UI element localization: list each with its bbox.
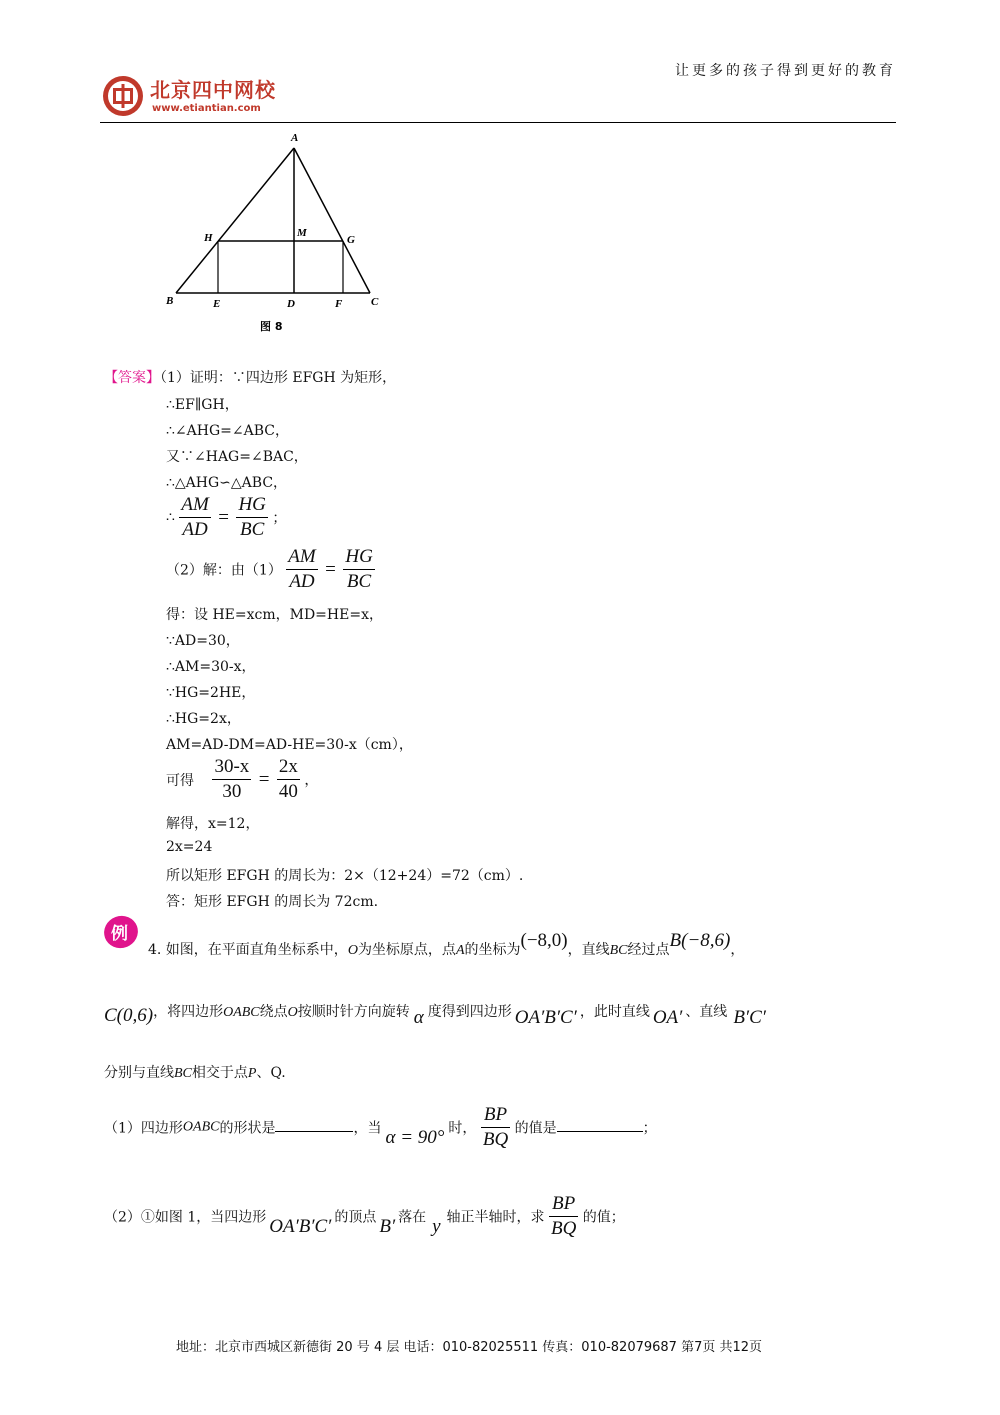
frac-den: BC <box>240 519 265 540</box>
question-text: 的形状是 <box>219 1120 276 1137</box>
school-logo <box>100 74 146 122</box>
badge-text: 例 <box>111 924 128 944</box>
math-y: y <box>432 1215 441 1237</box>
therefore-symbol: ∴ <box>166 509 175 526</box>
frac-num: HG <box>343 545 374 570</box>
question-text: （2）①如图 1，当四边形 <box>104 1209 267 1226</box>
example-badge <box>101 912 145 956</box>
answer-line-9: ∵AD=30， <box>166 633 240 649</box>
equals-sign: = <box>325 558 336 580</box>
math-alpha-eq: α = 90° <box>385 1126 445 1148</box>
semicolon: ； <box>272 510 287 527</box>
question-text: ，当 <box>353 1120 382 1137</box>
answer-blank-2[interactable] <box>557 1117 643 1132</box>
example-text: 度得到四边形 <box>427 1004 512 1020</box>
triangle-figure <box>160 128 400 340</box>
frac-num: BP <box>549 1192 578 1217</box>
frac-num: 2x <box>277 755 300 780</box>
figure-caption: 图 8 <box>260 320 283 333</box>
question-text: 的值是 <box>514 1120 557 1137</box>
fraction-hg-bc <box>343 545 374 594</box>
answer-text: 可得 <box>166 772 194 789</box>
header-rule <box>100 122 896 123</box>
equals-sign: = <box>258 768 270 790</box>
frac-den: 40 <box>278 781 298 802</box>
math-vertex: B′ <box>379 1215 396 1237</box>
answer-tag: 【答案】 <box>104 370 160 386</box>
math-quad: OA′B′C′ <box>269 1215 332 1237</box>
answer-line-14 <box>166 755 318 804</box>
example-text: 4. 如图，在平面直角坐标系中， <box>148 942 348 958</box>
answer-line-12: ∴HG=2x， <box>166 711 241 727</box>
frac-num: 30-x <box>212 755 251 780</box>
label-E: E <box>213 298 221 310</box>
fraction-30x-30 <box>212 755 251 804</box>
math-line: B′C′ <box>733 1007 766 1028</box>
answer-line-4: 又∵∠HAG=∠BAC， <box>166 449 308 465</box>
frac-num: AM <box>179 493 210 518</box>
math-var: P <box>247 1066 257 1081</box>
equals-sign: = <box>218 506 229 528</box>
math-var: OABC <box>182 1119 220 1135</box>
answer-line-17: 所以矩形 EFGH 的周长为：2×（12+24）=72（cm）. <box>166 868 524 884</box>
math-alpha: α <box>413 1007 424 1028</box>
answer-line-11: ∵HG=2HE， <box>166 685 256 701</box>
header-slogan: 让更多的孩子得到更好的教育 <box>675 63 896 79</box>
answer-line-18: 答：矩形 EFGH 的周长为 72cm. <box>166 894 379 910</box>
example-text: ，将四边形 <box>153 1004 224 1020</box>
fraction-am-ad <box>286 545 317 594</box>
frac-num: AM <box>286 545 317 570</box>
coord-C: C(0,6) <box>104 1005 154 1026</box>
coord-B: B(−8,6) <box>669 930 731 951</box>
question-text: 落在 <box>398 1209 427 1226</box>
fraction-bp-bq <box>549 1192 578 1241</box>
math-line: OA′ <box>652 1007 683 1028</box>
math-var: BC <box>174 1066 192 1081</box>
example-text: 的坐标为 <box>464 942 521 958</box>
logo-url: www.etiantian.com <box>152 103 261 114</box>
math-var: BC <box>609 943 628 958</box>
answer-line-15: 解得，x=12， <box>166 816 260 832</box>
example-line-1 <box>148 930 745 960</box>
fraction-2x-40 <box>277 755 300 804</box>
example-text: 经过点 <box>627 942 670 958</box>
frac-num: BP <box>481 1103 510 1128</box>
example-text: 、直线 <box>685 1004 728 1020</box>
question-text: 轴正半轴时，求 <box>446 1209 545 1226</box>
example-line-3 <box>104 1062 286 1082</box>
label-F: F <box>335 298 343 310</box>
question-text: 的顶点 <box>334 1209 377 1226</box>
frac-den: BQ <box>551 1218 577 1239</box>
example-text: 为坐标原点，点 <box>357 942 456 958</box>
fraction-hg-bc <box>236 493 267 542</box>
math-var: O <box>287 1005 298 1020</box>
question-text: ； <box>642 1120 657 1137</box>
label-M: M <box>297 227 307 239</box>
question-text: 时， <box>448 1120 477 1137</box>
logo-text: 北京四中网校 <box>150 78 276 102</box>
frac-den: BC <box>346 571 372 592</box>
label-C: C <box>371 296 379 308</box>
label-A: A <box>291 132 299 144</box>
comma: ， <box>304 772 319 789</box>
label-D: D <box>287 298 295 310</box>
example-text: 相交于点 <box>191 1065 248 1081</box>
answer-blank-1[interactable] <box>275 1117 353 1132</box>
answer-line-3: ∴∠AHG=∠ABC， <box>166 423 289 439</box>
example-text: ，直线 <box>567 942 610 958</box>
answer-line-16: 2x=24 <box>166 839 213 855</box>
example-text: ，此时直线 <box>579 1004 650 1020</box>
page-footer: 地址：北京市西城区新德街 20 号 4 层 电话：010-82025511 传真：010-82079687 第7页 共12页 <box>176 1340 763 1355</box>
label-H: H <box>204 232 213 244</box>
question-text: （1）四边形 <box>104 1120 183 1137</box>
example-badge-icon <box>101 912 145 952</box>
frac-den: AD <box>289 571 315 592</box>
answer-line-2: ∴EF∥GH， <box>166 397 239 413</box>
frac-den: 30 <box>222 781 242 802</box>
answer-line-10: ∴AM=30-x， <box>166 659 256 675</box>
example-text: ， <box>730 942 745 958</box>
question-2 <box>104 1192 625 1241</box>
example-text: 分别与直线 <box>104 1065 174 1081</box>
answer-line-5: ∴△AHG∽△ABC， <box>166 475 288 491</box>
math-var: O <box>347 943 358 958</box>
answer-line-7 <box>166 545 375 594</box>
math-var: OABC <box>223 1005 260 1020</box>
example-text: 绕点 <box>259 1004 288 1020</box>
logo-emblem-icon <box>100 74 146 118</box>
answer-line-8: 得：设 HE=xcm，MD=HE=x， <box>166 607 383 623</box>
label-B: B <box>166 295 174 307</box>
answer-text: （2）解：由（1） <box>166 562 282 579</box>
answer-line-13: AM=AD-DM=AD-HE=30-x（cm）， <box>166 737 413 753</box>
example-line-2 <box>104 1000 766 1028</box>
frac-den: BQ <box>482 1129 509 1150</box>
answer-text: （1）证明：∵四边形 EFGH 为矩形， <box>160 370 397 386</box>
example-text: 按顺时针方向旋转 <box>297 1004 410 1020</box>
coord-A: (−8,0) <box>520 930 568 951</box>
fraction-am-ad <box>179 493 210 542</box>
answer-line-6 <box>166 493 286 542</box>
frac-den: AD <box>182 519 208 540</box>
question-text: 的值； <box>582 1209 625 1226</box>
fraction-bp-bq <box>481 1103 510 1152</box>
answer-line-1 <box>104 367 396 387</box>
question-1 <box>104 1103 657 1152</box>
label-G: G <box>347 234 355 246</box>
frac-num: HG <box>236 493 267 518</box>
example-text: 、Q. <box>256 1065 286 1081</box>
math-var: A <box>455 943 465 958</box>
math-quad: OA′B′C′ <box>514 1007 577 1028</box>
